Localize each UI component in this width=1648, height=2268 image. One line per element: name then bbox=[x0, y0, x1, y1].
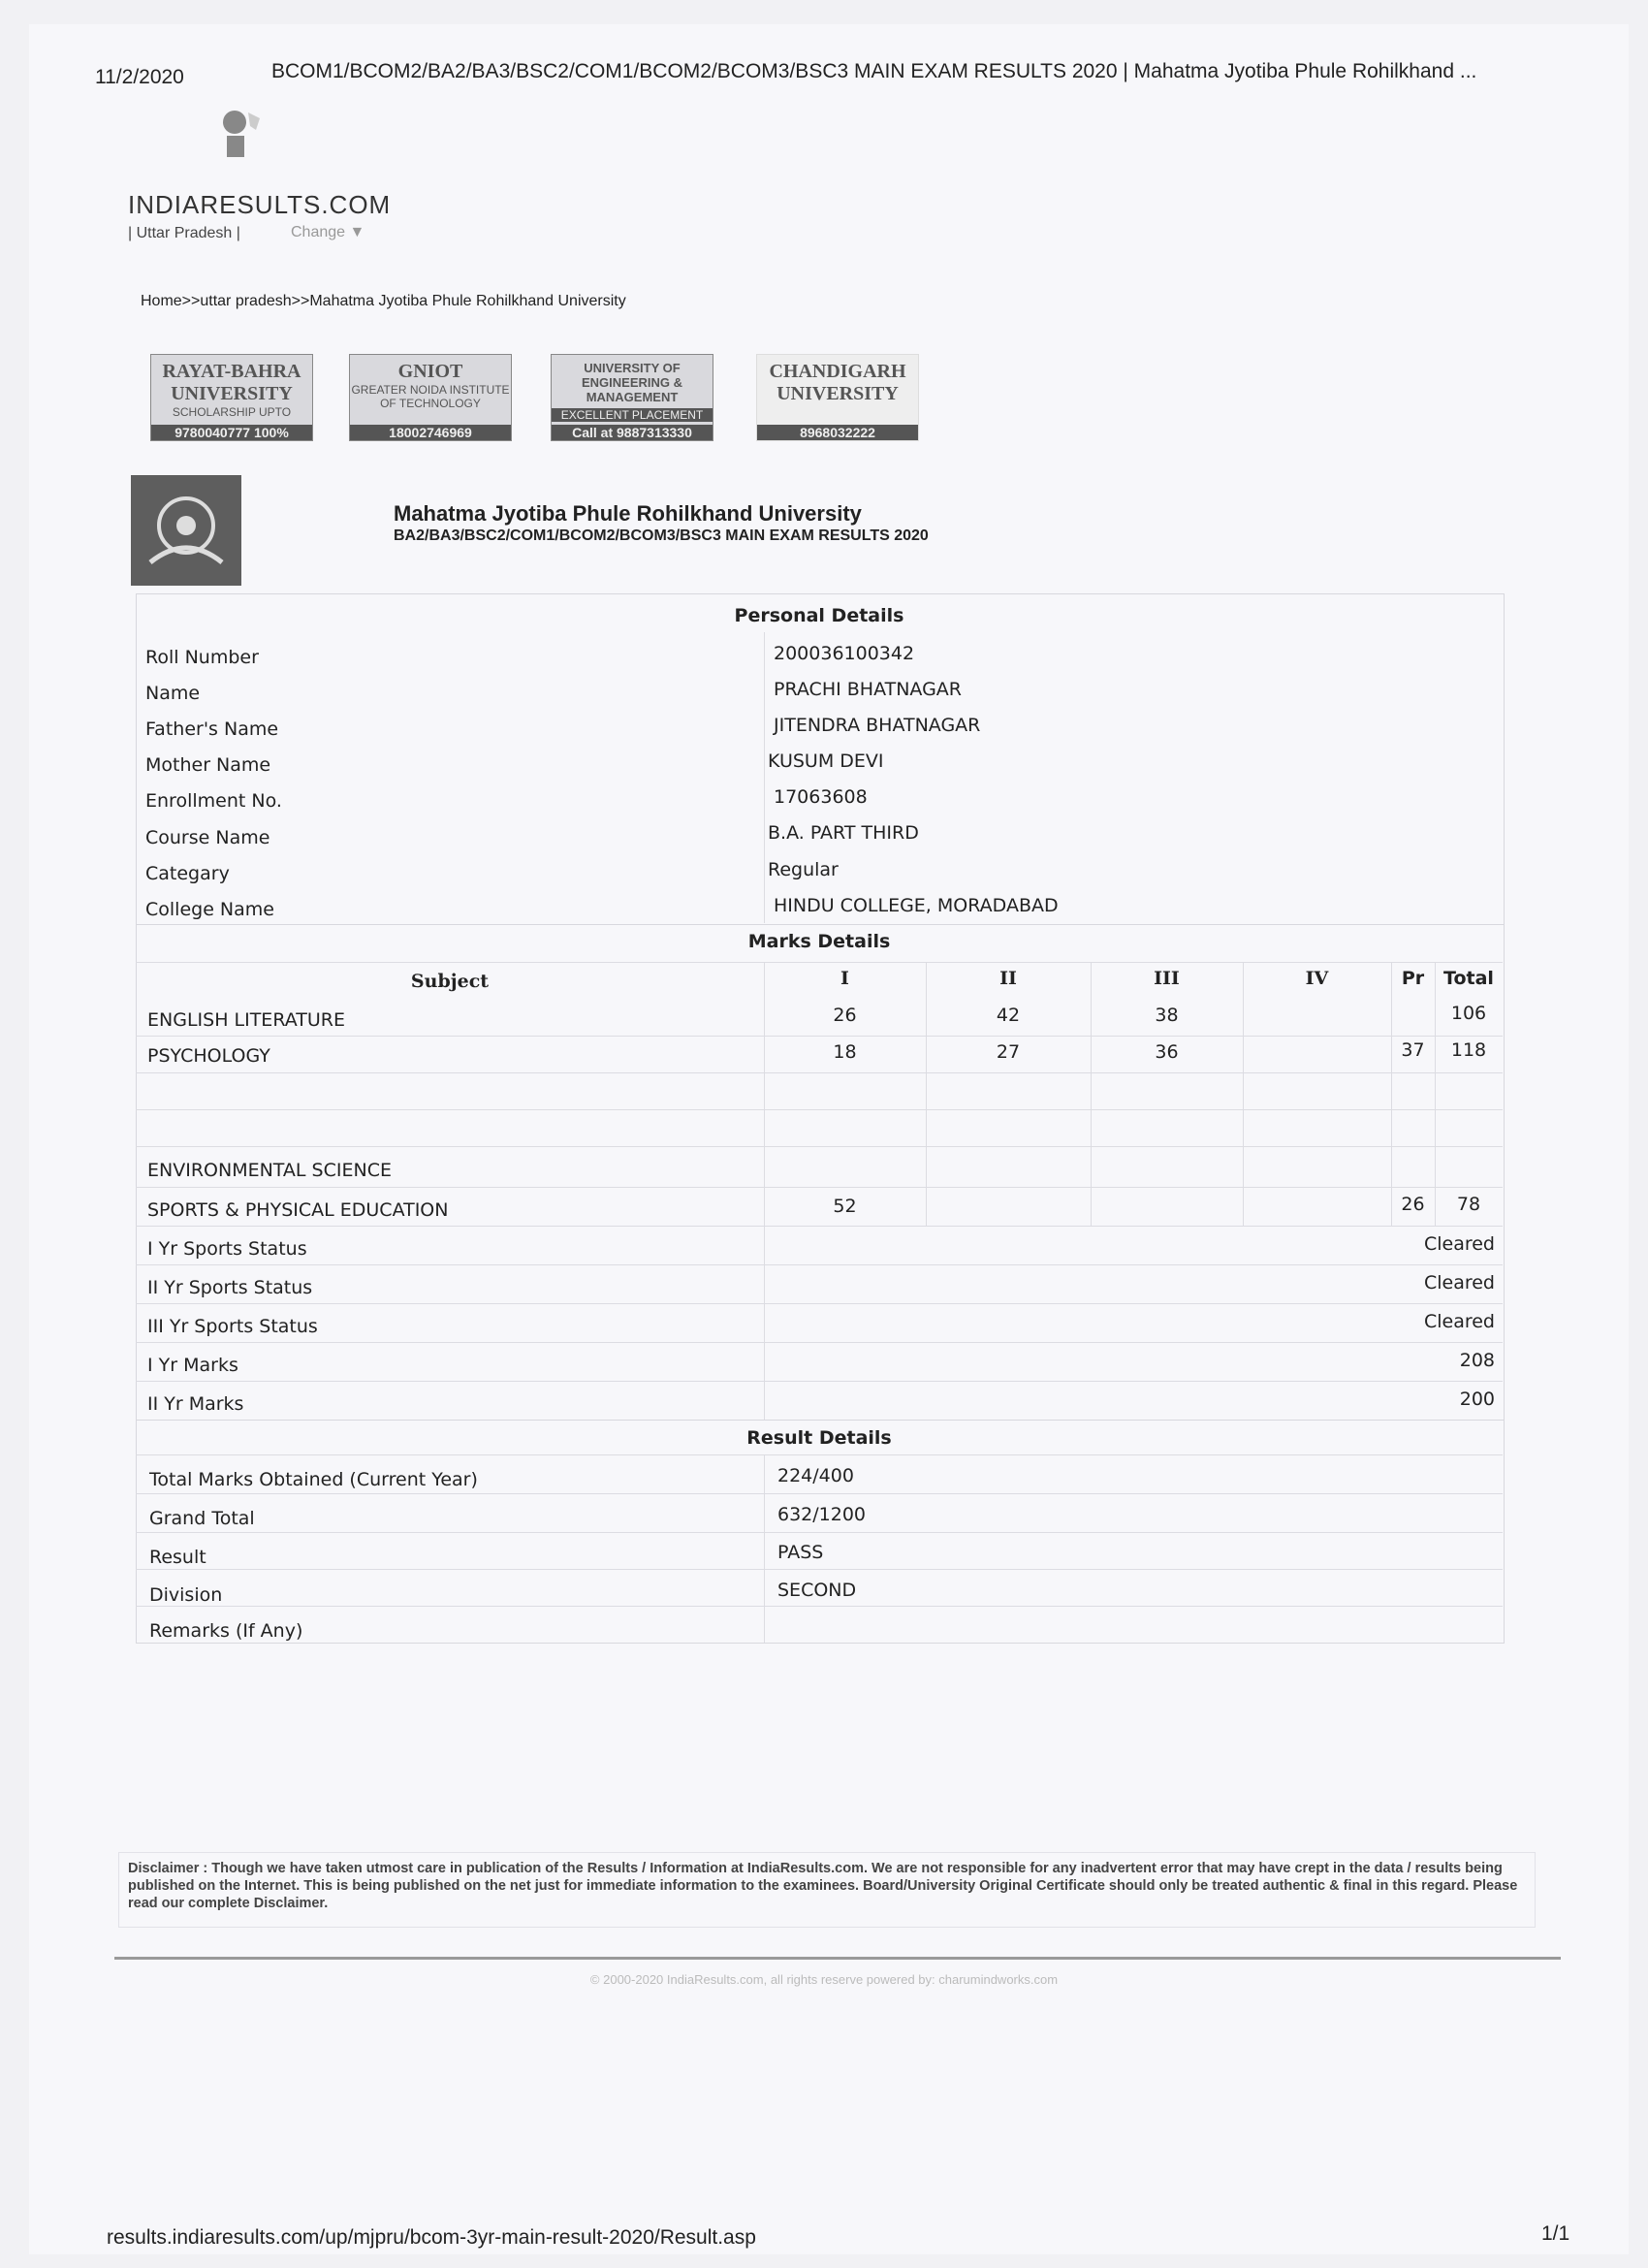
status-value: Cleared bbox=[1423, 1311, 1495, 1332]
ad-banner-uem[interactable] bbox=[551, 354, 713, 441]
ad-banner-rayat-bahra[interactable] bbox=[150, 354, 313, 441]
practical-column-header: Pr bbox=[1401, 968, 1425, 989]
result-details-heading: Result Details bbox=[746, 1427, 892, 1449]
remarks-label: Remarks (If Any) bbox=[149, 1620, 303, 1642]
ad-subtitle: GREATER NOIDA INSTITUTE OF TECHNOLOGY bbox=[351, 383, 510, 410]
enrollment-value: 17063608 bbox=[774, 786, 868, 808]
row-divider bbox=[136, 1569, 1503, 1570]
subject-total: 106 bbox=[1450, 1003, 1487, 1024]
copyright-text: © 2000-2020 IndiaResults.com, all rights reserve powered by: charumindworks.com bbox=[589, 1972, 1059, 1987]
university-emblem-icon bbox=[131, 475, 241, 586]
row-divider bbox=[136, 1381, 1503, 1382]
grand-total-value: 632/1200 bbox=[777, 1504, 867, 1525]
personal-details-heading: Personal Details bbox=[734, 605, 904, 626]
mother-name-label: Mother Name bbox=[145, 754, 271, 776]
print-page-number: 1/1 bbox=[1541, 2222, 1570, 2245]
ad-banner-chandigarh[interactable] bbox=[756, 354, 919, 441]
paper-ii-column-header: II bbox=[999, 968, 1017, 989]
status-label: I Yr Marks bbox=[147, 1355, 238, 1376]
status-label: I Yr Sports Status bbox=[147, 1238, 307, 1260]
row-divider bbox=[136, 962, 1503, 963]
row-divider bbox=[136, 1226, 1503, 1227]
row-divider bbox=[136, 1264, 1503, 1265]
name-label: Name bbox=[145, 683, 201, 704]
row-divider bbox=[136, 1454, 1503, 1455]
name-value: PRACHI BHATNAGAR bbox=[774, 679, 962, 700]
site-logo-icon bbox=[221, 109, 264, 157]
status-value: Cleared bbox=[1423, 1233, 1495, 1255]
subject-name: ENGLISH LITERATURE bbox=[147, 1009, 345, 1031]
paper-ii-mark: 42 bbox=[996, 1005, 1021, 1026]
exam-name: BA2/BA3/BSC2/COM1/BCOM2/BCOM3/BSC3 MAIN EXAM RESULTS 2020 bbox=[394, 527, 929, 544]
status-value: 208 bbox=[1459, 1350, 1495, 1371]
ad-phone: 9780040777 100% bbox=[151, 425, 312, 440]
status-value: 200 bbox=[1459, 1389, 1495, 1410]
paper-iii-mark: 38 bbox=[1155, 1005, 1179, 1026]
ad-banner-gniot[interactable] bbox=[349, 354, 512, 441]
ad-title: GNIOT bbox=[397, 361, 463, 382]
total-column-header: Total bbox=[1443, 968, 1494, 989]
practical-mark: 26 bbox=[1401, 1194, 1425, 1215]
ad-phone: Call at 9887313330 bbox=[552, 425, 713, 440]
row-divider bbox=[136, 1606, 1503, 1607]
disclaimer-text: Disclaimer : Though we have taken utmost care in publication of the Results / Information at IndiaResults.com. We are not responsible for any inadvertent error that may have crept in the data / results being published on the Internet. This is being published on the net just for immediate information to the examinees. Board/University Original Certificate should only be treated authentic & final in this regard. Please read our complete Disclaimer. bbox=[128, 1861, 1518, 1911]
ad-phone: 8968032222 bbox=[757, 425, 918, 440]
subject-name: ENVIRONMENTAL SCIENCE bbox=[147, 1160, 392, 1181]
change-state-link[interactable]: Change ▼ bbox=[291, 224, 365, 240]
category-label: Categary bbox=[145, 863, 230, 884]
row-divider bbox=[136, 1146, 1503, 1147]
ad-subtitle: SCHOLARSHIP UPTO bbox=[172, 405, 292, 419]
subject-name: PSYCHOLOGY bbox=[147, 1045, 270, 1067]
paper-i-mark: 52 bbox=[833, 1196, 857, 1217]
column-divider bbox=[764, 632, 765, 923]
mother-name-value: KUSUM DEVI bbox=[768, 751, 884, 772]
ad-title: CHANDIGARH UNIVERSITY bbox=[769, 361, 906, 404]
status-label: III Yr Sports Status bbox=[147, 1316, 318, 1337]
course-name-label: Course Name bbox=[145, 827, 270, 848]
footer-divider bbox=[114, 1957, 1561, 1960]
column-divider bbox=[764, 962, 765, 1420]
ad-title: UNIVERSITY OF ENGINEERING & MANAGEMENT bbox=[581, 361, 682, 404]
roll-number-label: Roll Number bbox=[145, 647, 259, 668]
print-url: results.indiaresults.com/up/mjpru/bcom-3yr-main-result-2020/Result.asp bbox=[107, 2226, 756, 2249]
grand-total-label: Grand Total bbox=[149, 1508, 255, 1529]
subject-column-header: Subject bbox=[410, 971, 490, 992]
total-marks-value: 224/400 bbox=[777, 1465, 854, 1486]
row-divider bbox=[136, 1493, 1503, 1494]
row-divider bbox=[136, 1532, 1503, 1533]
ad-subtitle: EXCELLENT PLACEMENT bbox=[552, 408, 713, 422]
division-label: Division bbox=[149, 1584, 223, 1606]
paper-iii-column-header: III bbox=[1154, 968, 1180, 989]
paper-ii-mark: 27 bbox=[996, 1041, 1021, 1063]
result-value: PASS bbox=[777, 1542, 824, 1563]
site-logo-text[interactable]: INDIARESULTS.COM bbox=[128, 190, 392, 219]
paper-i-mark: 26 bbox=[833, 1005, 857, 1026]
university-name: Mahatma Jyotiba Phule Rohilkhand University bbox=[394, 501, 862, 526]
row-divider bbox=[136, 1187, 1503, 1188]
row-divider bbox=[136, 1072, 1503, 1073]
print-date: 11/2/2020 bbox=[95, 66, 184, 88]
marks-details-heading: Marks Details bbox=[747, 931, 891, 952]
total-marks-label: Total Marks Obtained (Current Year) bbox=[149, 1469, 478, 1490]
status-label: II Yr Marks bbox=[147, 1393, 244, 1415]
subject-name: SPORTS & PHYSICAL EDUCATION bbox=[147, 1199, 449, 1221]
status-value: Cleared bbox=[1423, 1272, 1495, 1294]
paper-i-mark: 18 bbox=[833, 1041, 857, 1063]
result-label: Result bbox=[149, 1547, 206, 1568]
row-divider bbox=[136, 1303, 1503, 1304]
paper-iv-column-header: IV bbox=[1305, 968, 1329, 989]
practical-mark: 37 bbox=[1401, 1039, 1425, 1061]
roll-number-value: 200036100342 bbox=[774, 643, 915, 664]
paper-iii-mark: 36 bbox=[1155, 1041, 1179, 1063]
category-value: Regular bbox=[768, 859, 839, 880]
row-divider bbox=[136, 1109, 1503, 1110]
subject-total: 118 bbox=[1450, 1039, 1487, 1061]
breadcrumb[interactable]: Home>>uttar pradesh>>Mahatma Jyotiba Phule Rohilkhand University bbox=[141, 293, 626, 309]
division-value: SECOND bbox=[777, 1580, 857, 1601]
college-name-label: College Name bbox=[145, 899, 274, 920]
column-divider bbox=[764, 1454, 765, 1643]
ad-phone: 18002746969 bbox=[350, 425, 511, 440]
row-divider bbox=[136, 1342, 1503, 1343]
print-page-title: BCOM1/BCOM2/BA2/BA3/BSC2/COM1/BCOM2/BCOM3/BSC3 MAIN EXAM RESULTS 2020 | Mahatma Jyotiba Phule Rohilkhand ... bbox=[271, 60, 1477, 82]
subject-total: 78 bbox=[1456, 1194, 1481, 1215]
course-name-value: B.A. PART THIRD bbox=[768, 822, 919, 844]
paper-i-column-header: I bbox=[840, 968, 849, 989]
status-label: II Yr Sports Status bbox=[147, 1277, 313, 1298]
state-label: | Uttar Pradesh | bbox=[128, 225, 240, 241]
row-divider bbox=[136, 1036, 1503, 1037]
fathers-name-label: Father's Name bbox=[145, 719, 279, 740]
fathers-name-value: JITENDRA BHATNAGAR bbox=[774, 715, 981, 736]
college-name-value: HINDU COLLEGE, MORADABAD bbox=[774, 895, 1059, 916]
ad-title: RAYAT-BAHRA UNIVERSITY bbox=[162, 361, 301, 404]
enrollment-label: Enrollment No. bbox=[145, 790, 282, 812]
